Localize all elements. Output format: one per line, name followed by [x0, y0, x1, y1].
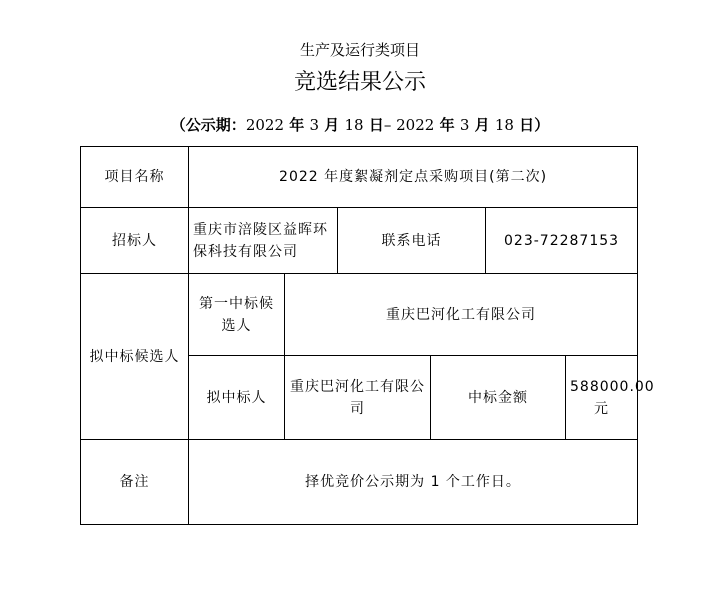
period-label: 公示期： — [185, 116, 246, 134]
period-day-char-2: 日 — [519, 116, 535, 134]
period-year-char-1: 年 — [289, 116, 305, 134]
period-start-month: 3 — [309, 116, 320, 134]
period-close-paren: ） — [534, 116, 550, 134]
tenderer-value: 重庆市涪陵区益晖环保科技有限公司 — [189, 208, 338, 274]
project-name-label: 项目名称 — [81, 147, 189, 208]
period-day-char-1: 日 — [368, 116, 384, 134]
period-start-year: 2022 — [245, 116, 284, 134]
period-end-month: 3 — [459, 116, 470, 134]
remarks-label: 备注 — [81, 440, 189, 525]
period-month-char-1: 月 — [324, 116, 340, 134]
remarks-value: 择优竞价公示期为 1 个工作日。 — [189, 440, 638, 525]
project-name-value: 2022 年度絮凝剂定点采购项目(第二次) — [189, 147, 638, 208]
bid-amount-label: 中标金额 — [431, 356, 566, 440]
tenderer-label: 招标人 — [81, 208, 189, 274]
period-open-paren: （ — [170, 116, 186, 134]
proposed-winner-value: 重庆巴河化工有限公司 — [285, 356, 431, 440]
candidate-label: 拟中标候选人 — [81, 274, 189, 440]
first-candidate-label: 第一中标候选人 — [189, 274, 285, 356]
period-end-day: 18 — [494, 116, 514, 134]
phone-value: 023-72287153 — [486, 208, 638, 274]
first-candidate-value: 重庆巴河化工有限公司 — [285, 274, 638, 356]
page-title: 竞选结果公示 — [293, 70, 426, 95]
period-month-char-2: 月 — [474, 116, 490, 134]
publicity-period — [0, 115, 720, 135]
bid-amount-value: 588000.00 元 — [566, 356, 638, 440]
remarks-row — [81, 440, 638, 525]
phone-label: 联系电话 — [338, 208, 486, 274]
period-dash: – — [383, 116, 397, 134]
tenderer-row — [81, 208, 638, 274]
project-category: 生产及运行类项目 — [299, 41, 420, 59]
period-start-day: 18 — [344, 116, 364, 134]
period-year-char-2: 年 — [439, 116, 455, 134]
result-table — [80, 146, 655, 525]
proposed-winner-label: 拟中标人 — [189, 356, 285, 440]
first-candidate-row — [81, 274, 638, 356]
period-end-year: 2022 — [396, 116, 435, 134]
project-name-row — [81, 147, 638, 208]
